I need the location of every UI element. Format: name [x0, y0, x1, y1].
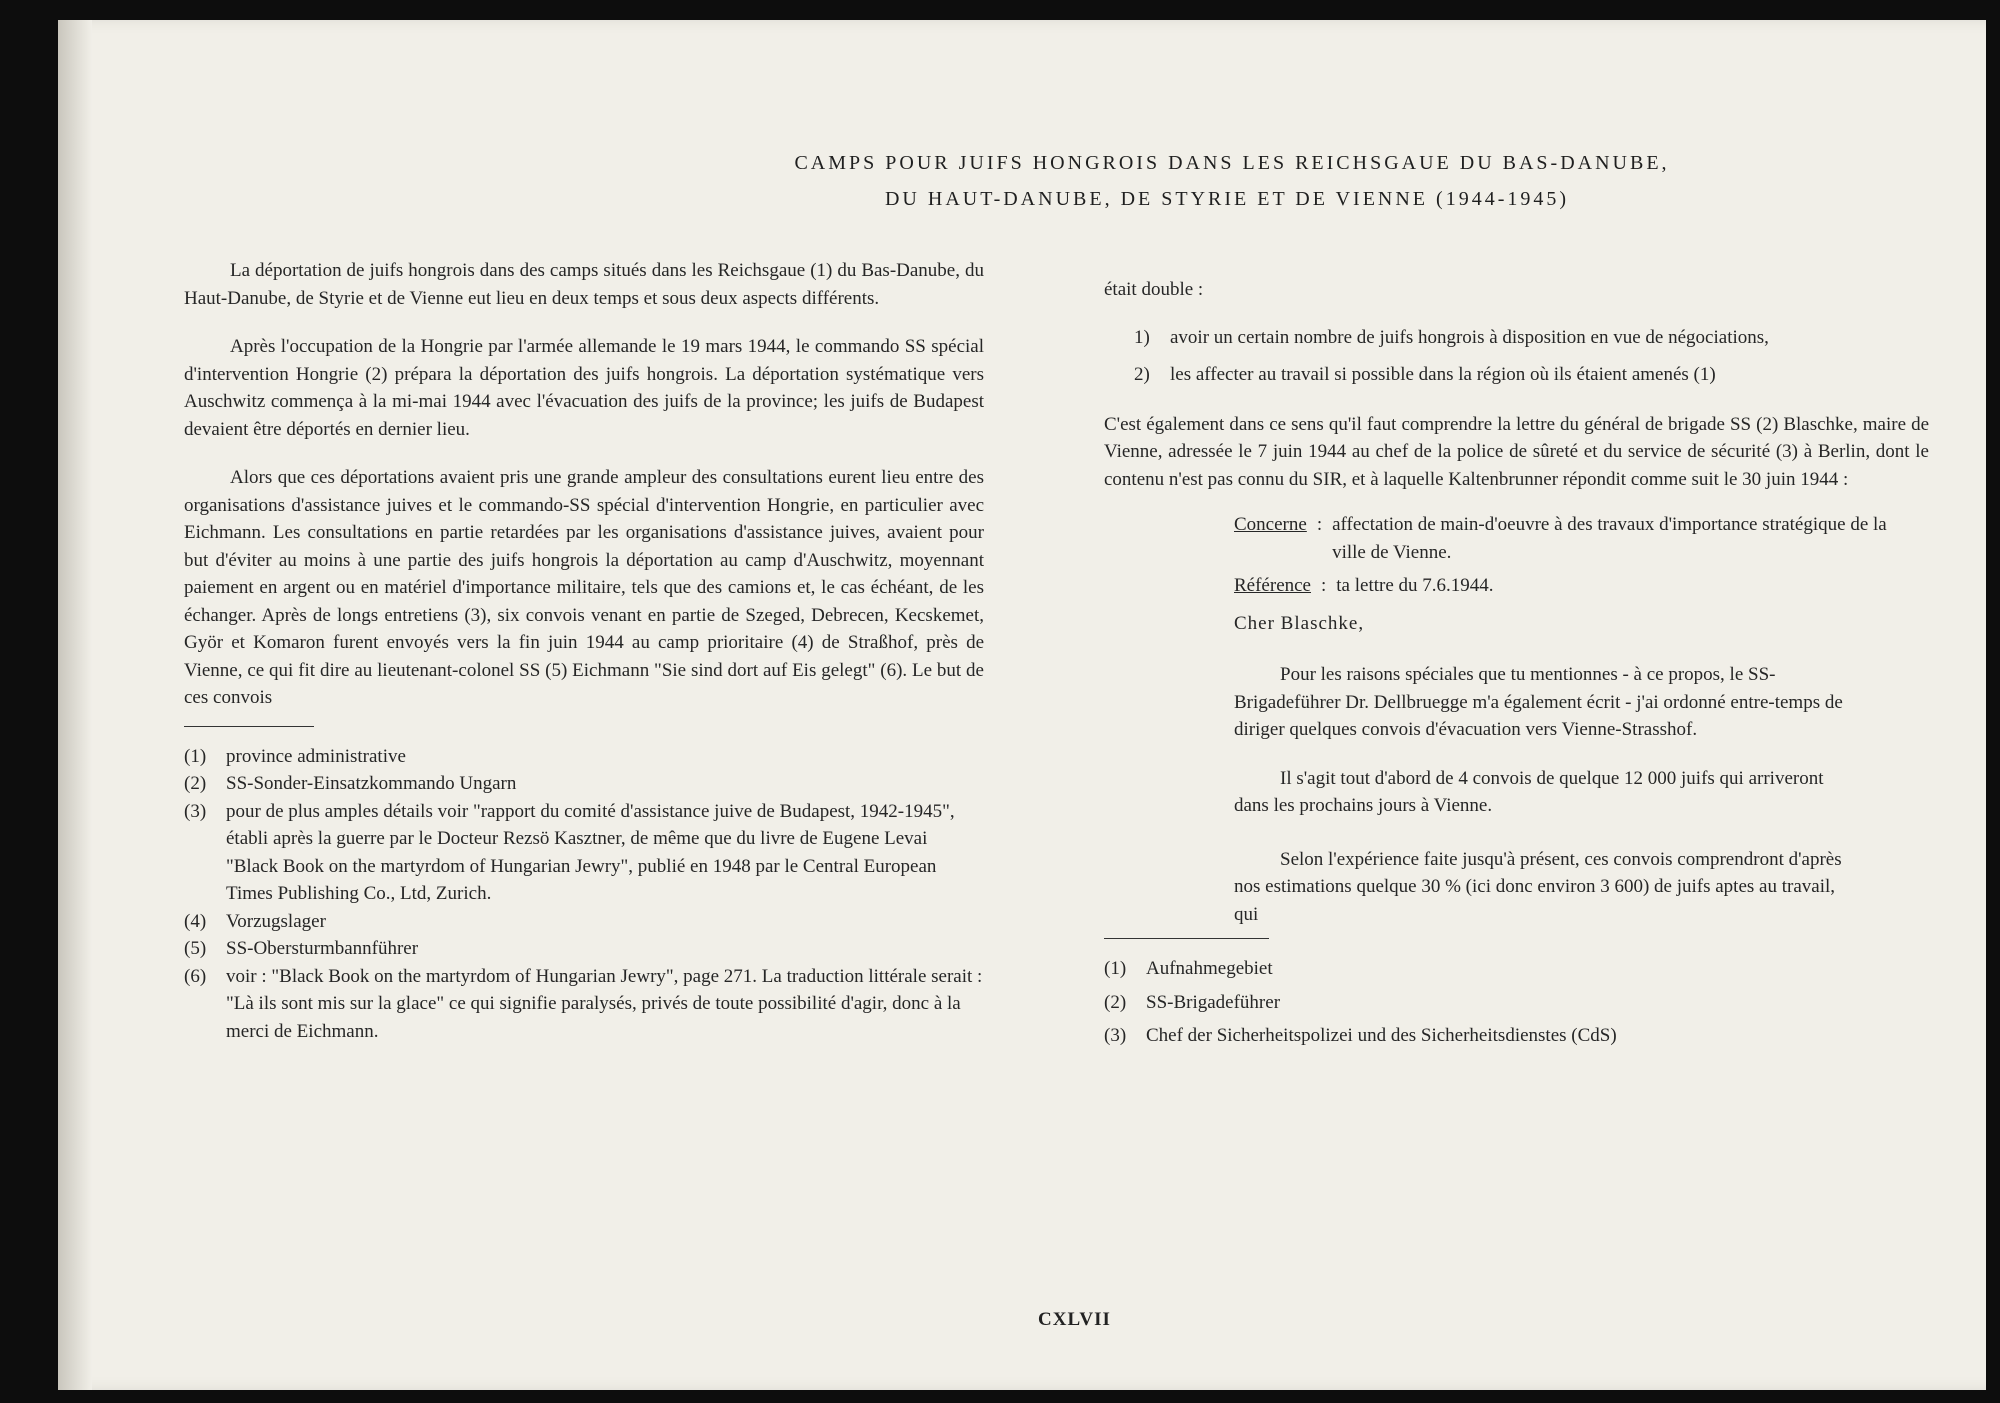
footnotes [1104, 955, 1929, 1050]
letter-paragraph: Pour les raisons spéciales que tu mentionnes - à ce propos, le SS-Brigadeführer Dr. Dellbruegge m'a également écrit - j'ai ordonné entre-temps de diriger quelques convois d'évacuation vers Vienne-Strasshof. [1234, 664, 1843, 740]
title-line-1: CAMPS POUR JUIFS HONGROIS DANS LES REICHSGAUE DU BAS-DANUBE, [794, 152, 1670, 174]
page-title [58, 145, 1986, 217]
footnote: (2) SS-Brigadeführer [1104, 991, 1281, 1013]
right-column [1104, 276, 1929, 1050]
letter-paragraph: Selon l'expérience faite jusqu'à présent, ces convois comprendront d'après nos estimations quelque 30 % (ici donc environ 3 600) de juifs aptes au travail, qui [1234, 848, 1842, 925]
continuation-text: était double : [1104, 279, 1204, 300]
footnote: (6) voir : "Black Book on the martyrdom of Hungarian Jewry", page 271. La traduction littérale serait : "Là ils sont mis sur la glace" ce qui signifie paralysés, privés de toute possibilité d'agir, donc à la merci de Eichmann. [184, 965, 983, 1042]
footnote-divider [184, 726, 314, 727]
footnote: (5) SS-Obersturmbannführer [184, 938, 419, 959]
footnote: (1) province administrative [184, 745, 406, 767]
list-item: 1) avoir un certain nombre de juifs hongrois à disposition en vue de négociations, [1134, 326, 1769, 348]
paragraph: C'est également dans ce sens qu'il faut comprendre la lettre du général de brigade SS (2) Blaschke, maire de Vienne, adressée le 7 juin 1944 au chef de la police de sûreté et du service de sécurité (3) à Berlin, dont le contenu n'est pas connu du SIR, et à laquelle Kaltenbrunner répondit comme suit le 30 juin 1944 : [1104, 413, 1929, 490]
footnotes [184, 743, 984, 1046]
paragraph: Après l'occupation de la Hongrie par l'armée allemande le 19 mars 1944, le commando SS spécial d'intervention Hongrie (2) prépara la déportation des juifs hongrois. La déportation systématique vers Auschwitz commença à la mi-mai 1944 avec l'évacuation des juifs de la province; les juifs de Budapest devaient être déportés en dernier lieu. [184, 336, 984, 440]
list-item: 2) les affecter au travail si possible dans la région où ils étaient amenés (1) [1134, 364, 1716, 385]
left-column [184, 257, 984, 1045]
footnote-divider [1104, 938, 1269, 939]
paragraph: La déportation de juifs hongrois dans des camps situés dans les Reichsgaue (1) du Bas-Danube, du Haut-Danube, de Styrie et de Vienne eut lieu en deux temps et sous deux aspects différents. [184, 260, 984, 309]
footnote: (2) SS-Sonder-Einsatzkommando Ungarn [184, 773, 517, 794]
book-gutter [58, 20, 92, 1390]
letter-reference: Référence : ta lettre du 7.6.1944. [1234, 575, 1494, 596]
footnote: (1) Aufnahmegebiet [1104, 958, 1273, 979]
footnote: (3) Chef der Sicherheitspolizei und des Sicherheitsdienstes (CdS) [1104, 1025, 1617, 1046]
footnote: (3) pour de plus amples détails voir "rapport du comité d'assistance juive de Budapest, 1942-1945", établi après la guerre par le Docteur Rezsö Kasztner, de même que du livre de Eugene Levai "Black Book on the martyrdom of Hungarian Jewry", publié en 1948 par le Central European Times Publishing Co., Ltd, Zurich. [184, 800, 955, 904]
letter-paragraph: Il s'agit tout d'abord de 4 convois de quelque 12 000 juifs qui arriveront dans les prochains jours à Vienne. [1234, 767, 1824, 816]
footnote: (4) Vorzugslager [184, 910, 326, 932]
paragraph: Alors que ces déportations avaient pris une grande ampleur des consultations eurent lieu entre des organisations d'assistance juives et le commando-SS spécial d'intervention Hongrie, en particulier avec Eichmann. Les consultations en partie retardées par les organisations d'assistance juives, avaient pour but d'éviter au moins à une partie des juifs hongrois la déportation au camp d'Auschwitz, moyennant paiement en argent ou en matériel d'importance militaire, tels que des camions et, le cas échéant, de les échanger. Après de longs entretiens (3), six convois venant en partie de Szeged, Debrecen, Kecskemet, Györ et Komaron furent envoyés vers la fin juin 1944 au camp prioritaire (4) de Straßhof, près de Vienne, ce qui fit dire au lieutenant-colonel SS (5) Eichmann "Sie sind dort auf Eis gelegt" (6). Le but de ces convois [184, 467, 984, 708]
document-page [58, 20, 1986, 1390]
title-line-2: DU HAUT-DANUBE, DE STYRIE ET DE VIENNE (1944-1945) [884, 188, 1570, 210]
page-number: CXLVII [1038, 1309, 1111, 1330]
quoted-letter [1104, 511, 1929, 928]
letter-subject: Concerne : affectation de main-d'oeuvre à des travaux d'importance stratégique de la ville de Vienne. [1234, 514, 1887, 563]
letter-salutation: Cher Blaschke, [1234, 612, 1365, 634]
numbered-list [1104, 324, 1929, 389]
